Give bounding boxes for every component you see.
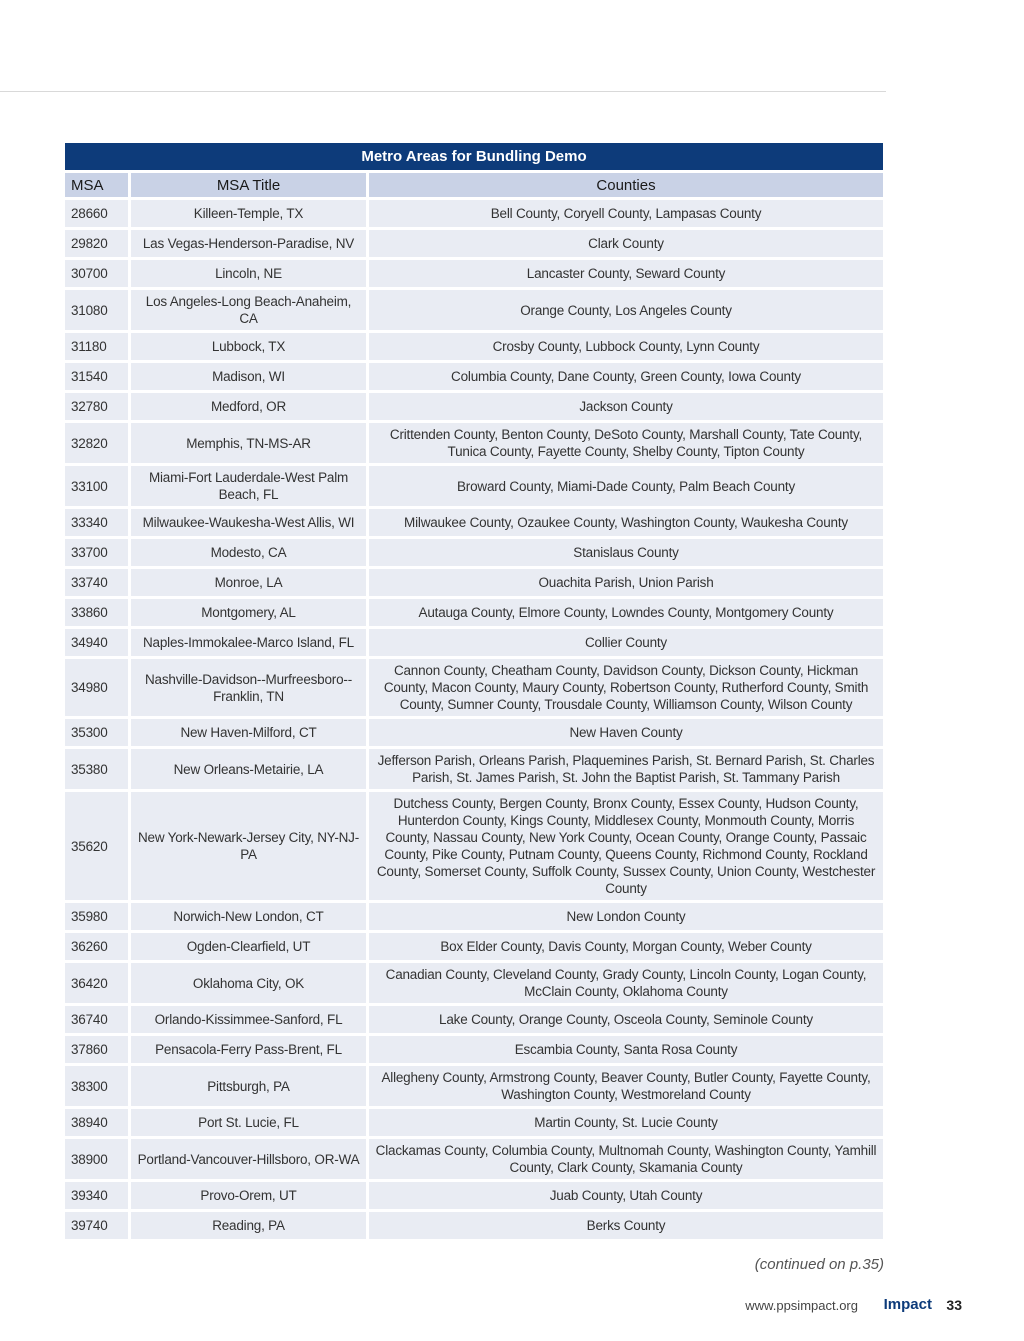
table-row bbox=[65, 1036, 883, 1066]
header-counties: Counties bbox=[369, 173, 883, 200]
table-row bbox=[65, 933, 883, 963]
table-row bbox=[65, 539, 883, 569]
cell-msa: 31080 bbox=[65, 290, 131, 333]
cell-msa-title: Montgomery, AL bbox=[131, 599, 369, 629]
cell-counties: Jackson County bbox=[369, 393, 883, 423]
cell-msa-title: Monroe, LA bbox=[131, 569, 369, 599]
table-row bbox=[65, 1109, 883, 1139]
cell-msa: 29820 bbox=[65, 230, 131, 260]
cell-counties: Jefferson Parish, Orleans Parish, Plaquemines Parish, St. Bernard Parish, St. Charles Parish, St. James Parish, St. John the Baptist Parish, St. Tammany Parish bbox=[369, 749, 883, 792]
cell-counties: Broward County, Miami-Dade County, Palm Beach County bbox=[369, 466, 883, 509]
cell-msa-title: Port St. Lucie, FL bbox=[131, 1109, 369, 1139]
cell-msa-title: Los Angeles-Long Beach-Anaheim, CA bbox=[131, 290, 369, 333]
table-body bbox=[65, 200, 883, 1242]
cell-msa-title: Reading, PA bbox=[131, 1212, 369, 1242]
table-row bbox=[65, 792, 883, 903]
cell-msa-title: Modesto, CA bbox=[131, 539, 369, 569]
cell-msa-title: Memphis, TN-MS-AR bbox=[131, 423, 369, 466]
continued-note: (continued on p.35) bbox=[754, 1256, 884, 1273]
top-divider bbox=[0, 91, 886, 92]
cell-msa: 39740 bbox=[65, 1212, 131, 1242]
table-row bbox=[65, 423, 883, 466]
cell-msa-title: Killeen-Temple, TX bbox=[131, 200, 369, 230]
cell-msa-title: Pensacola-Ferry Pass-Brent, FL bbox=[131, 1036, 369, 1066]
cell-msa: 35620 bbox=[65, 792, 131, 903]
cell-msa: 31180 bbox=[65, 333, 131, 363]
table-row bbox=[65, 1006, 883, 1036]
cell-msa-title: Pittsburgh, PA bbox=[131, 1066, 369, 1109]
table-row bbox=[65, 290, 883, 333]
cell-counties: Crosby County, Lubbock County, Lynn County bbox=[369, 333, 883, 363]
cell-msa-title: Portland-Vancouver-Hillsboro, OR-WA bbox=[131, 1139, 369, 1182]
cell-counties: Martin County, St. Lucie County bbox=[369, 1109, 883, 1139]
cell-msa-title: Naples-Immokalee-Marco Island, FL bbox=[131, 629, 369, 659]
cell-counties: Canadian County, Cleveland County, Grady County, Lincoln County, Logan County, McClain County, Oklahoma County bbox=[369, 963, 883, 1006]
cell-counties: Ouachita Parish, Union Parish bbox=[369, 569, 883, 599]
table-row bbox=[65, 333, 883, 363]
cell-msa: 36740 bbox=[65, 1006, 131, 1036]
cell-counties: New Haven County bbox=[369, 719, 883, 749]
table-row bbox=[65, 1212, 883, 1242]
table-row bbox=[65, 260, 883, 290]
cell-msa-title: Oklahoma City, OK bbox=[131, 963, 369, 1006]
cell-counties: Escambia County, Santa Rosa County bbox=[369, 1036, 883, 1066]
cell-msa-title: Ogden-Clearfield, UT bbox=[131, 933, 369, 963]
cell-msa: 33340 bbox=[65, 509, 131, 539]
cell-counties: Lake County, Orange County, Osceola County, Seminole County bbox=[369, 1006, 883, 1036]
cell-msa: 36260 bbox=[65, 933, 131, 963]
table-row bbox=[65, 509, 883, 539]
table-row bbox=[65, 1182, 883, 1212]
table-row bbox=[65, 393, 883, 423]
cell-counties: Crittenden County, Benton County, DeSoto County, Marshall County, Tate County, Tunica County, Fayette County, Shelby County, Tipton County bbox=[369, 423, 883, 466]
cell-counties: Columbia County, Dane County, Green County, Iowa County bbox=[369, 363, 883, 393]
cell-msa: 38900 bbox=[65, 1139, 131, 1182]
cell-msa: 32820 bbox=[65, 423, 131, 466]
table-row bbox=[65, 230, 883, 260]
table-row bbox=[65, 903, 883, 933]
header-msa: MSA bbox=[65, 173, 131, 200]
table-row bbox=[65, 749, 883, 792]
table-row bbox=[65, 599, 883, 629]
cell-counties: Box Elder County, Davis County, Morgan County, Weber County bbox=[369, 933, 883, 963]
cell-msa: 34980 bbox=[65, 659, 131, 719]
metro-areas-table bbox=[65, 143, 883, 1242]
cell-msa-title: Madison, WI bbox=[131, 363, 369, 393]
page-number: 33 bbox=[946, 1297, 962, 1313]
cell-msa: 32780 bbox=[65, 393, 131, 423]
header-msa-title: MSA Title bbox=[131, 173, 369, 200]
data-table bbox=[65, 173, 883, 1242]
cell-counties: Orange County, Los Angeles County bbox=[369, 290, 883, 333]
cell-msa: 36420 bbox=[65, 963, 131, 1006]
cell-msa: 34940 bbox=[65, 629, 131, 659]
cell-counties: Collier County bbox=[369, 629, 883, 659]
cell-msa: 33740 bbox=[65, 569, 131, 599]
cell-msa: 30700 bbox=[65, 260, 131, 290]
cell-msa: 35980 bbox=[65, 903, 131, 933]
cell-msa: 35300 bbox=[65, 719, 131, 749]
table-row bbox=[65, 363, 883, 393]
cell-msa-title: Nashville-Davidson--Murfreesboro--Franklin, TN bbox=[131, 659, 369, 719]
cell-msa-title: Miami-Fort Lauderdale-West Palm Beach, FL bbox=[131, 466, 369, 509]
table-row bbox=[65, 200, 883, 230]
cell-counties: Clark County bbox=[369, 230, 883, 260]
cell-counties: Clackamas County, Columbia County, Multnomah County, Washington County, Yamhill County, Clark County, Skamania County bbox=[369, 1139, 883, 1182]
cell-msa: 28660 bbox=[65, 200, 131, 230]
cell-msa-title: New Orleans-Metairie, LA bbox=[131, 749, 369, 792]
cell-msa: 37860 bbox=[65, 1036, 131, 1066]
table-row bbox=[65, 963, 883, 1006]
cell-msa: 33100 bbox=[65, 466, 131, 509]
cell-counties: Allegheny County, Armstrong County, Beaver County, Butler County, Fayette County, Washington County, Westmoreland County bbox=[369, 1066, 883, 1109]
table-row bbox=[65, 719, 883, 749]
cell-msa-title: Lubbock, TX bbox=[131, 333, 369, 363]
table-row bbox=[65, 1066, 883, 1109]
table-row bbox=[65, 629, 883, 659]
cell-counties: Milwaukee County, Ozaukee County, Washington County, Waukesha County bbox=[369, 509, 883, 539]
cell-msa: 38940 bbox=[65, 1109, 131, 1139]
cell-msa-title: Las Vegas-Henderson-Paradise, NV bbox=[131, 230, 369, 260]
cell-msa: 33860 bbox=[65, 599, 131, 629]
cell-msa-title: New Haven-Milford, CT bbox=[131, 719, 369, 749]
table-row bbox=[65, 466, 883, 509]
table-row bbox=[65, 1139, 883, 1182]
cell-counties: Bell County, Coryell County, Lampasas County bbox=[369, 200, 883, 230]
cell-msa-title: Norwich-New London, CT bbox=[131, 903, 369, 933]
cell-msa-title: Orlando-Kissimmee-Sanford, FL bbox=[131, 1006, 369, 1036]
cell-counties: Stanislaus County bbox=[369, 539, 883, 569]
page-footer bbox=[0, 1296, 964, 1316]
cell-msa: 31540 bbox=[65, 363, 131, 393]
cell-msa-title: Medford, OR bbox=[131, 393, 369, 423]
header-row bbox=[65, 173, 883, 200]
cell-counties: Berks County bbox=[369, 1212, 883, 1242]
cell-counties: Cannon County, Cheatham County, Davidson County, Dickson County, Hickman County, Macon County, Maury County, Robertson County, Rutherford County, Smith County, Sumner County, Trousdale County, Williamson County, Wilson County bbox=[369, 659, 883, 719]
cell-counties: Juab County, Utah County bbox=[369, 1182, 883, 1212]
cell-msa-title: Provo-Orem, UT bbox=[131, 1182, 369, 1212]
cell-msa-title: Lincoln, NE bbox=[131, 260, 369, 290]
cell-counties: Dutchess County, Bergen County, Bronx County, Essex County, Hudson County, Hunterdon County, Kings County, Middlesex County, Monmouth County, Morris County, Nassau County, New York County, Ocean County, Orange County, Passaic County, Pike County, Putnam County, Queens County, Richmond County, Rockland County, Somerset County, Suffolk County, Sussex County, Union County, Westchester County bbox=[369, 792, 883, 903]
footer-url: www.ppsimpact.org bbox=[745, 1298, 858, 1313]
cell-counties: Autauga County, Elmore County, Lowndes County, Montgomery County bbox=[369, 599, 883, 629]
table-row bbox=[65, 659, 883, 719]
cell-msa-title: New York-Newark-Jersey City, NY-NJ-PA bbox=[131, 792, 369, 903]
table-title: Metro Areas for Bundling Demo bbox=[65, 143, 883, 170]
cell-msa-title: Milwaukee-Waukesha-West Allis, WI bbox=[131, 509, 369, 539]
footer-brand-logo: Impact bbox=[883, 1296, 932, 1313]
cell-msa: 38300 bbox=[65, 1066, 131, 1109]
cell-msa: 35380 bbox=[65, 749, 131, 792]
cell-msa: 33700 bbox=[65, 539, 131, 569]
table-row bbox=[65, 569, 883, 599]
cell-counties: Lancaster County, Seward County bbox=[369, 260, 883, 290]
cell-counties: New London County bbox=[369, 903, 883, 933]
cell-msa: 39340 bbox=[65, 1182, 131, 1212]
